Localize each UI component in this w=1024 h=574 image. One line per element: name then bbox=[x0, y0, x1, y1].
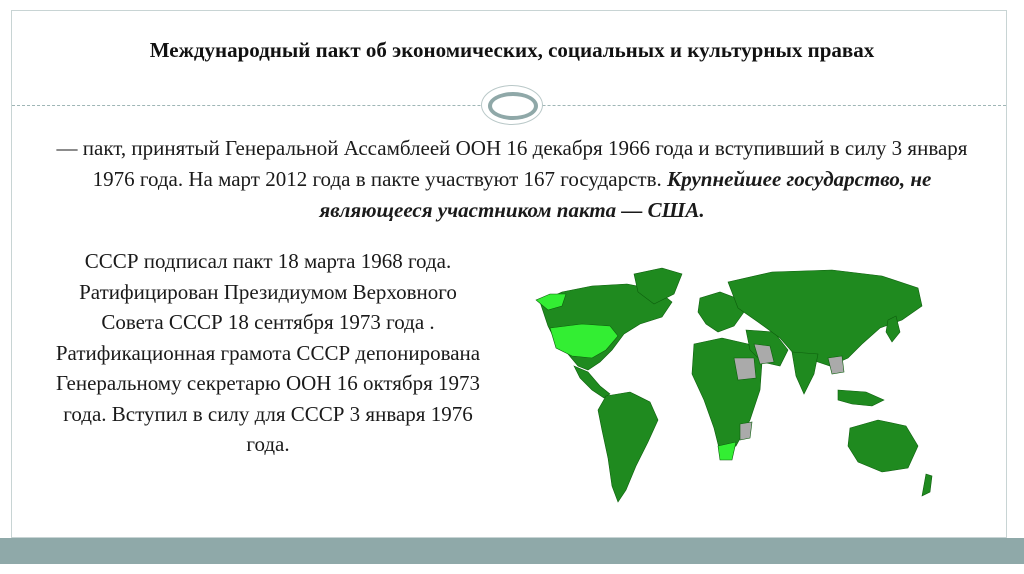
slide-title: Международный пакт об экономических, социальных и культурных правах bbox=[149, 38, 875, 62]
new-zealand-shape bbox=[922, 474, 932, 496]
ring-ornament bbox=[481, 85, 543, 125]
australia-shape bbox=[848, 420, 918, 472]
central-america-shape bbox=[574, 366, 610, 398]
ussr-ratification-text: Ратификационная грамота СССР депонирована Генеральному секретарю ООН 16 октября 1973 года. Вступил в силу для СССР 3 января 1976 года. bbox=[55, 340, 481, 456]
south-america-shape bbox=[598, 392, 658, 502]
mozambique-shape bbox=[740, 422, 752, 440]
ussr-signing-text: СССР подписал пакт 18 марта 1968 года. Ратифицирован Президиумом Верховного Совета СССР 18 сентября 1973 года . bbox=[79, 249, 457, 334]
intro-emphasis: Крупнейшее государство, не являющееся участником пакта — США. bbox=[319, 167, 932, 222]
world-map bbox=[522, 262, 942, 512]
africa-shape bbox=[692, 338, 762, 452]
southeast-asia-gray-shape bbox=[828, 356, 844, 374]
footer-bar bbox=[0, 538, 1024, 564]
intro-paragraph bbox=[40, 133, 984, 226]
intro-text: — пакт, принятый Генеральной Ассамблеей ООН 16 декабря 1966 года и вступивший в силу 3 января 1976 года. На март 2012 года в пакте участвуют 167 государств. bbox=[56, 136, 968, 191]
sudan-shape bbox=[734, 358, 756, 380]
ussr-paragraph bbox=[48, 246, 488, 460]
indonesia-shape bbox=[838, 390, 884, 406]
india-shape bbox=[792, 352, 818, 394]
